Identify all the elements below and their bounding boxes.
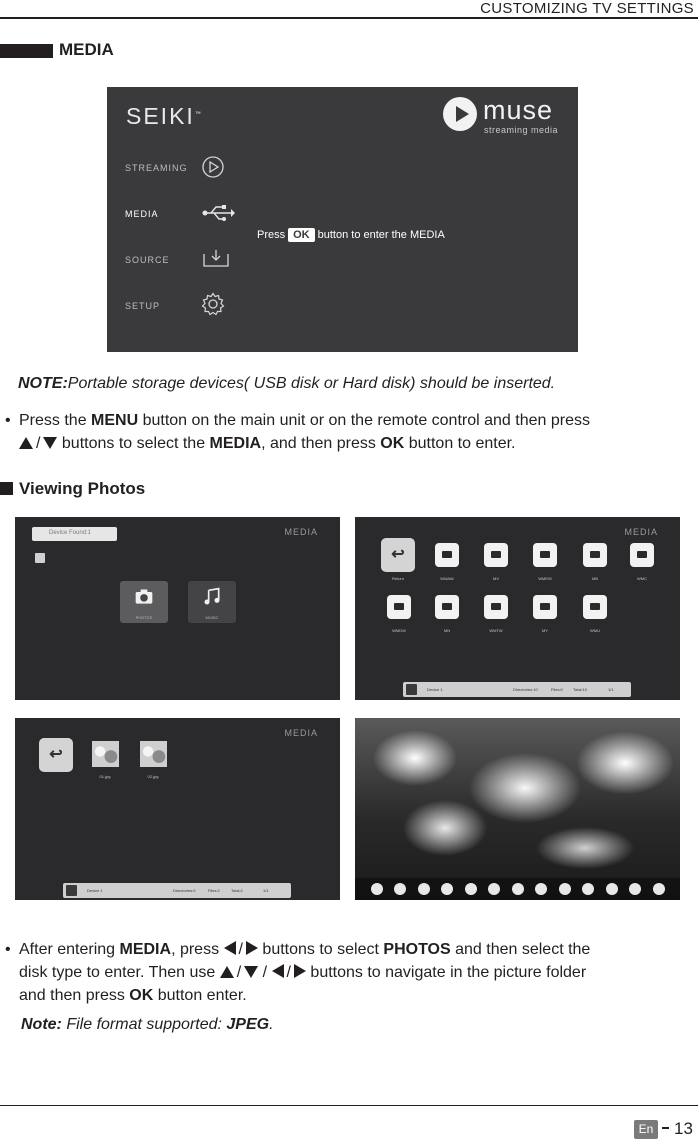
folder-icon xyxy=(435,595,459,619)
move-icon xyxy=(559,883,571,895)
list-icon xyxy=(629,883,641,895)
folder-name: MV xyxy=(493,576,499,581)
ok-key: OK xyxy=(288,228,315,242)
zoom-out-icon xyxy=(535,883,547,895)
folder-name: WMEW xyxy=(538,576,552,581)
pause-icon xyxy=(418,883,430,895)
file-name: 01.jpg xyxy=(99,774,111,779)
folder-name: MB xyxy=(592,576,598,581)
photo-playback-screenshot xyxy=(355,718,680,900)
input-source-icon xyxy=(201,247,231,271)
folder-name: WMTW xyxy=(489,628,503,633)
up-arrow-icon xyxy=(19,437,33,449)
music-note-icon xyxy=(202,587,222,607)
folder-icon xyxy=(533,543,557,567)
status-bar: Device 1 Directories:10 Files:0 Total:10 1/1 xyxy=(403,682,631,697)
rotate-left-icon xyxy=(465,883,477,895)
photo-thumbnail xyxy=(140,741,167,767)
screen-media-label: MEDIA xyxy=(284,527,318,537)
photo-thumbnail xyxy=(92,741,119,767)
section-title: MEDIA xyxy=(59,40,114,59)
header-rule xyxy=(0,17,698,19)
language-badge: En xyxy=(634,1120,658,1139)
left-arrow-icon xyxy=(224,941,236,955)
instruction-bullet-2: • After entering MEDIA, press / buttons to select PHOTOS and then select the disk type to enter. Then use / / / buttons to navigate in the picture folder and then press OK button enter. xyxy=(5,941,591,1004)
rotate-right-icon xyxy=(488,883,500,895)
folder-name: WMAW xyxy=(440,576,454,581)
down-arrow-icon xyxy=(43,437,57,449)
folder-name: WMU xyxy=(590,628,600,633)
menu-item-source: SOURCE xyxy=(125,255,170,265)
folder-name: WMC xyxy=(637,576,647,581)
device-found-label: Device Found:1 xyxy=(32,527,117,541)
right-arrow-icon xyxy=(246,941,258,955)
repeat-icon xyxy=(582,883,594,895)
next-icon xyxy=(394,883,406,895)
folder-icon xyxy=(533,595,557,619)
folder-name: MY xyxy=(542,628,548,633)
usb-icon xyxy=(201,201,235,225)
folder-icon xyxy=(435,543,459,567)
return-label: Return xyxy=(391,576,404,581)
subsection-title: Viewing Photos xyxy=(19,479,146,498)
muse-play-logo-icon xyxy=(443,97,477,131)
folder-icon xyxy=(583,543,607,567)
up-arrow-icon xyxy=(220,966,234,978)
muse-tagline: streaming media xyxy=(484,125,559,135)
folders-screen-screenshot xyxy=(355,517,680,700)
info-icon xyxy=(653,883,665,895)
page-header-title: CUSTOMIZING TV SETTINGS xyxy=(480,0,694,17)
device-screen-screenshot xyxy=(15,517,340,700)
music-tile: MUSIC xyxy=(188,581,236,623)
folder-name: MN xyxy=(443,628,451,633)
folder-icon xyxy=(484,595,508,619)
subsection-bullet xyxy=(0,482,13,495)
instruction-bullet-1: • Press the MENU button on the main unit or on the remote control and then press / buttons to select the MEDIA, and then press OK button to enter. xyxy=(5,412,590,452)
storage-note: NOTE:Portable storage devices( USB disk or Hard disk) should be inserted. xyxy=(18,375,556,392)
folder-icon xyxy=(583,595,607,619)
playlist-icon xyxy=(606,883,618,895)
footer-rule xyxy=(0,1105,698,1106)
playback-controls xyxy=(355,878,680,900)
menu-item-setup: SETUP xyxy=(125,301,161,311)
camera-icon xyxy=(134,587,154,607)
device-icon xyxy=(66,885,77,896)
down-arrow-icon xyxy=(244,966,258,978)
muse-logo-text: muse xyxy=(483,95,554,125)
return-icon: ↩ xyxy=(381,538,415,572)
menu-item-media: MEDIA xyxy=(125,209,159,219)
stop-icon xyxy=(441,883,453,895)
file-name: 02.jpg xyxy=(147,774,159,779)
left-arrow-icon xyxy=(272,964,284,978)
usb-device-icon xyxy=(35,553,45,563)
folder-icon xyxy=(484,543,508,567)
right-arrow-icon xyxy=(294,964,306,978)
folder-icon xyxy=(387,595,411,619)
folder-name: WMDW xyxy=(392,628,406,633)
previous-icon xyxy=(371,883,383,895)
files-screen-screenshot xyxy=(15,718,340,900)
gear-icon xyxy=(201,292,225,316)
zoom-in-icon xyxy=(512,883,524,895)
seiki-logo: SEIKI™ xyxy=(126,103,201,129)
press-ok-hint: Press OK button to enter the MEDIA xyxy=(257,229,445,241)
photos-tile: PHOTOS xyxy=(120,581,168,623)
folder-icon xyxy=(630,543,654,567)
screen-media-label: MEDIA xyxy=(284,728,318,738)
return-icon: ↩ xyxy=(39,738,73,772)
page-number: 13 xyxy=(674,1119,693,1138)
page-dash xyxy=(662,1127,669,1129)
device-icon xyxy=(406,684,417,695)
screen-media-label: MEDIA xyxy=(624,527,658,537)
home-screen-screenshot xyxy=(107,87,578,352)
format-note: Note: File format supported: JPEG. xyxy=(21,1016,274,1033)
status-bar: Device 1 Directories:0 Files:2 Total:2 1/1 xyxy=(63,883,291,898)
play-circle-icon xyxy=(201,155,225,179)
menu-item-streaming: STREAMING xyxy=(125,163,188,173)
section-bar xyxy=(0,44,53,58)
